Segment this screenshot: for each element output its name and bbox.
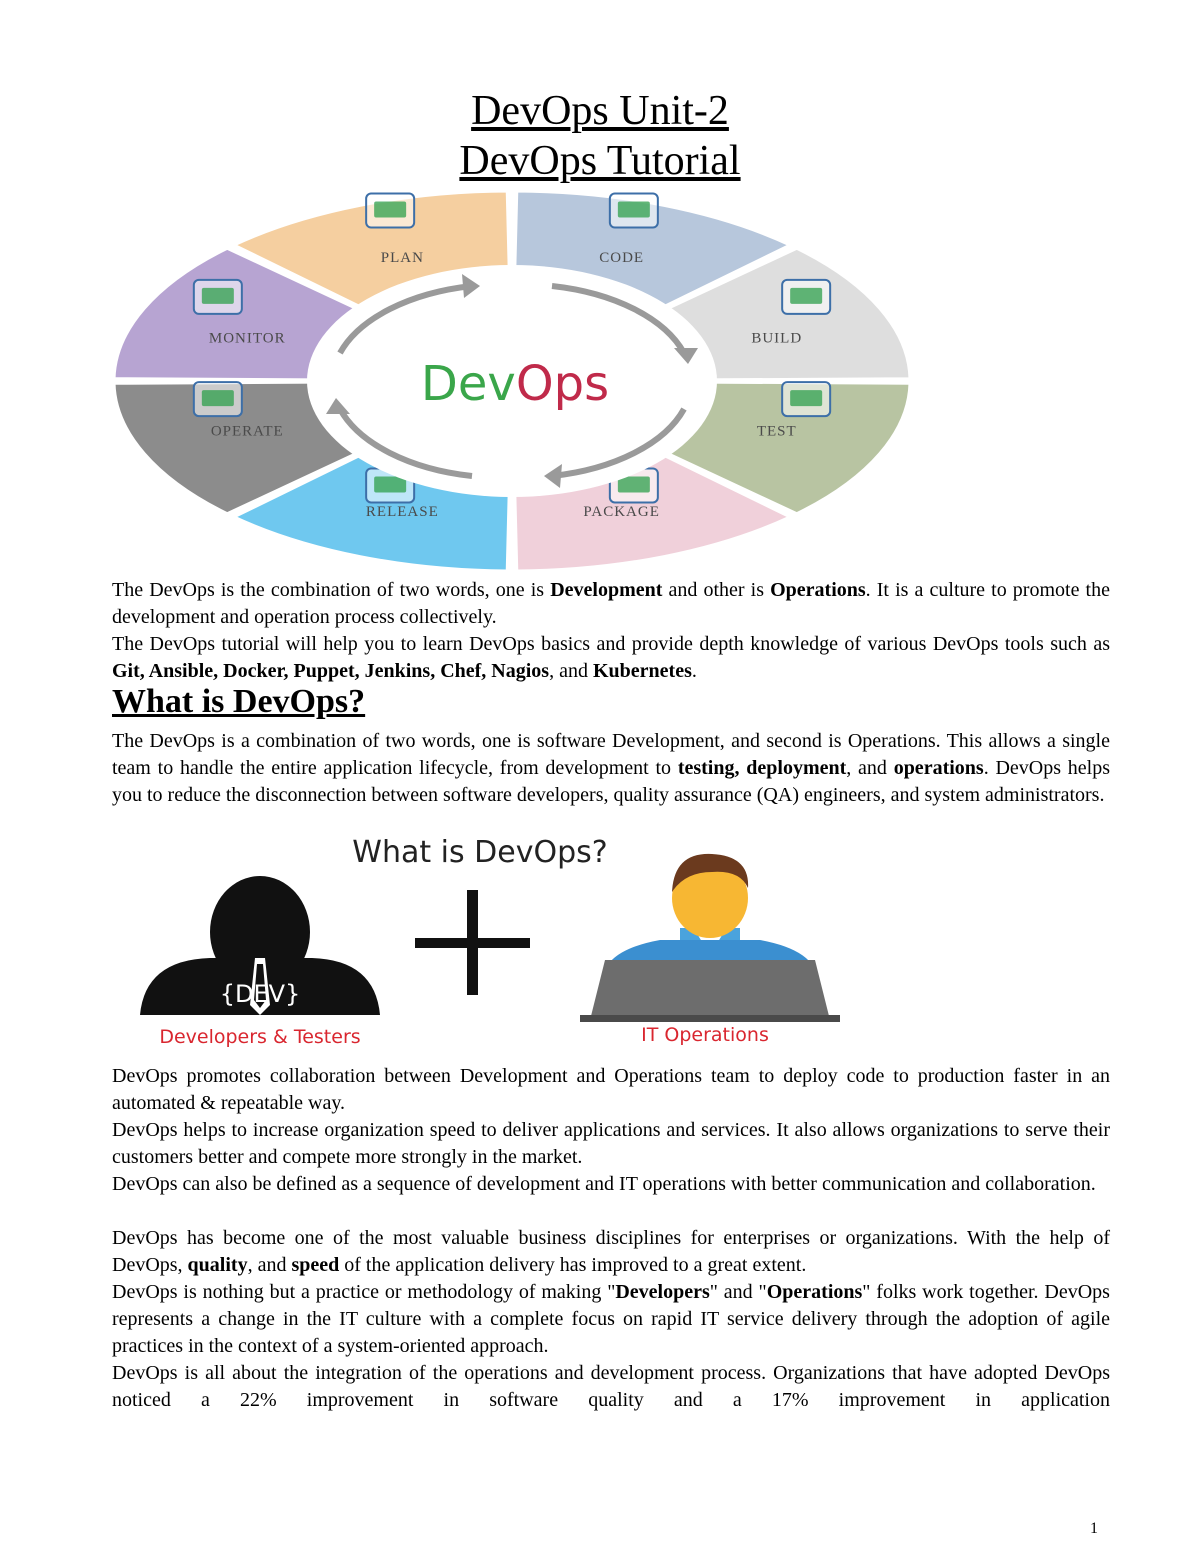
- page-title: DevOps Unit-2: [471, 88, 729, 134]
- what-is-devops-figure: [100, 830, 860, 1055]
- page-number: 1: [1090, 1520, 1098, 1537]
- developers-caption: Developers & Testers: [159, 1026, 361, 1048]
- wheel-label-release: RELEASE: [365, 503, 439, 520]
- section-heading: What is DevOps?: [112, 683, 366, 720]
- it-operations-caption: IT Operations: [641, 1024, 769, 1046]
- body-paragraph-5: DevOps is nothing but a practice or methodology of making "Developers" and "Operations" folks work together. DevOps represents a change in the IT culture with a complete focus on rapid IT service delivery through the adoption of agile practices in the context of a system-oriented approach.: [112, 1281, 1110, 1357]
- intro-paragraph-2: The DevOps tutorial will help you to learn DevOps basics and provide depth knowledge of various DevOps tools such as Git, Ansible, Docker, Puppet, Jenkins, Chef, Nagios, and Kubernetes.: [112, 633, 1110, 682]
- body-paragraph-3: DevOps can also be defined as a sequence of development and IT operations with better communication and collaboration.: [112, 1173, 1096, 1195]
- wheel-label-package: PACKAGE: [583, 503, 660, 520]
- gears-icon: [194, 382, 242, 416]
- wheel-center-label: DevOps: [420, 356, 610, 412]
- wheel-label-plan: PLAN: [380, 250, 424, 267]
- body-paragraph-6: DevOps is all about the integration of the operations and development process. Organizations that have adopted DevOps noticed a 22% improvement in software quality and a 17% improvement in application: [112, 1362, 1110, 1411]
- chat-bubbles-icon: [366, 194, 414, 228]
- wheel-label-code: CODE: [599, 250, 645, 267]
- wheel-label-test: TEST: [756, 423, 797, 440]
- it-operations-icon: [580, 854, 840, 1022]
- wheel-label-monitor: MONITOR: [208, 330, 286, 347]
- devops-lifecycle-wheel: [100, 188, 1100, 573]
- section-paragraph: The DevOps is a combination of two words, one is software Development, and second is Operations. This allows a single team to handle the entire application lifecycle, from development to testing, deployment, and operations. DevOps helps you to reduce the disconnection between software developers, quality assurance (QA) engineers, and system administrators.: [112, 730, 1110, 806]
- plus-icon: [415, 890, 530, 995]
- body-paragraph-1: DevOps promotes collaboration between Development and Operations team to deploy code to production faster in an automated & repeatable way.: [112, 1065, 1110, 1114]
- figure-title: What is DevOps?: [352, 835, 608, 870]
- body-paragraph-2: DevOps helps to increase organization speed to deliver applications and services. It also allows organizations to serve their customers better and compete more strongly in the market.: [112, 1119, 1110, 1168]
- dashboard-monitor-icon: [194, 280, 242, 314]
- page-subtitle: DevOps Tutorial: [459, 138, 741, 184]
- wheel-label-build: BUILD: [751, 330, 803, 347]
- question-check-icon: [782, 382, 830, 416]
- cubes-icon: [782, 280, 830, 314]
- dev-badge: {DEV}: [219, 980, 301, 1008]
- intro-paragraph-1: The DevOps is the combination of two words, one is Development and other is Operations. It is a culture to promote the development and operation process collectively.: [112, 579, 1110, 628]
- monitor-code-icon: [610, 194, 658, 228]
- wheel-label-operate: OPERATE: [210, 423, 284, 440]
- body-paragraph-4: DevOps has become one of the most valuable business disciplines for enterprises or organizations. With the help of DevOps, quality, and speed of the application delivery has improved to a great extent.: [112, 1227, 1110, 1276]
